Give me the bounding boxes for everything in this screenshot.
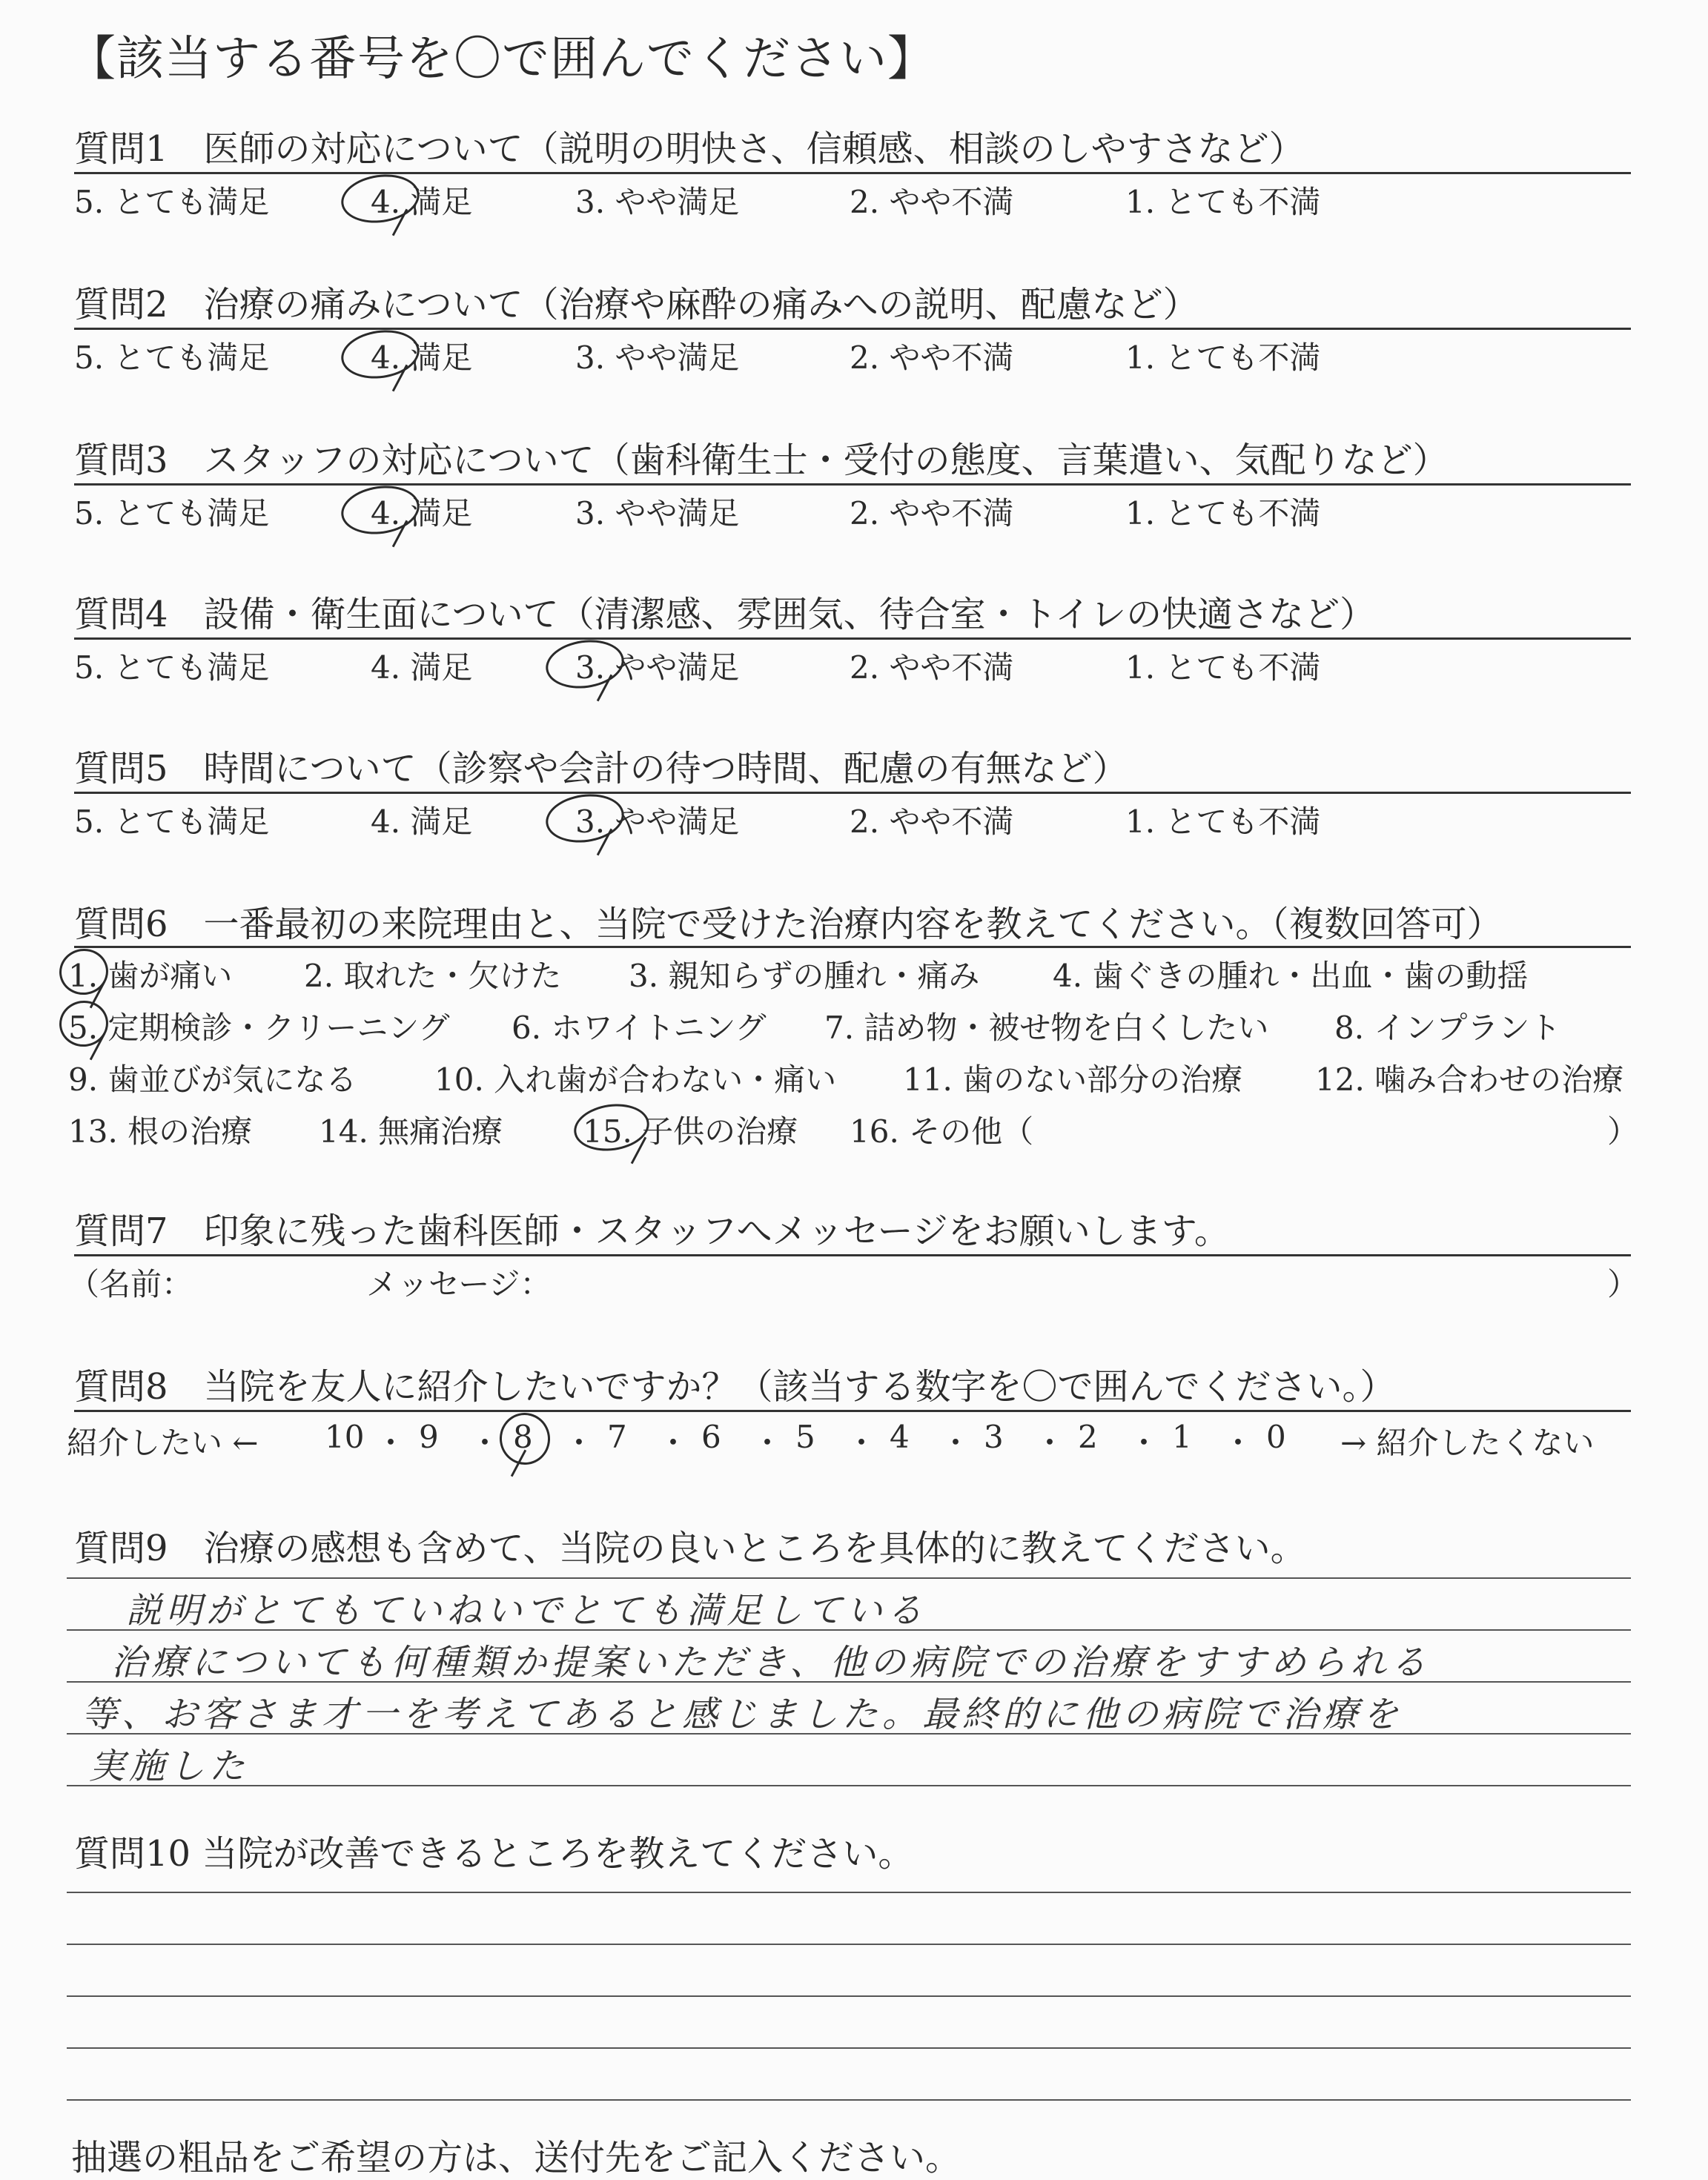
q1-title: 質問1 医師の対応について（説明の明快さ、信頼感、相談のしやすさなど）	[74, 128, 1305, 170]
q10-line-2	[67, 1944, 1631, 1945]
q7-message-label: メッセージ：	[366, 1266, 552, 1302]
q1-option-1[interactable]: 1. とても不満	[1125, 184, 1321, 220]
q2-option-2[interactable]: 2. やや不満	[850, 339, 1014, 376]
q3-option-3[interactable]: 3. やや満足	[575, 495, 740, 531]
q6-option[interactable]: 2. 取れた・欠けた	[304, 958, 562, 994]
q3-option-4[interactable]: 4. 満足	[371, 495, 473, 531]
q8-scale-value[interactable]: 6	[701, 1419, 721, 1455]
q5-option-3[interactable]: 3. やや満足	[575, 804, 740, 840]
q8-scale-separator: ・	[658, 1425, 689, 1461]
q6-title: 質問6 一番最初の来院理由と、当院で受けた治療内容を教えてください。（複数回答可）	[74, 904, 1503, 945]
q8-left-label: 紹介したい ←	[67, 1425, 259, 1461]
q9-title: 質問9 治療の感想も含めて、当院の良いところを具体的に教えてください。	[74, 1528, 1306, 1569]
q4-option-5[interactable]: 5. とても満足	[74, 649, 270, 686]
q2-rule	[74, 328, 1631, 330]
q5-option-1[interactable]: 1. とても不満	[1125, 804, 1321, 840]
q8-scale-separator: ・	[563, 1425, 595, 1461]
q6-rule	[74, 946, 1631, 948]
q6-option[interactable]: 3. 親知らずの腫れ・痛み	[629, 958, 980, 994]
q6-option[interactable]: 9. 歯並びが気になる	[68, 1061, 357, 1098]
q8-scale-value[interactable]: 7	[607, 1419, 627, 1455]
q8-scale-separator: ・	[1222, 1425, 1254, 1461]
q2-option-4[interactable]: 4. 満足	[371, 339, 473, 376]
q3-rule	[74, 483, 1631, 486]
q8-scale-separator: ・	[1128, 1425, 1160, 1461]
q10-line-1	[67, 1892, 1631, 1893]
q8-scale-separator: ・	[940, 1425, 972, 1461]
q8-selected-circle	[496, 1410, 553, 1468]
q6-option[interactable]: 6. ホワイトニング	[512, 1010, 767, 1046]
q5-option-2[interactable]: 2. やや不満	[850, 804, 1014, 840]
q7-rule	[74, 1254, 1631, 1256]
q6-option[interactable]: 1. 歯が痛い	[68, 958, 233, 994]
q8-rule	[74, 1410, 1631, 1412]
q5-rule	[74, 792, 1631, 794]
q8-scale-separator: ・	[1034, 1425, 1066, 1461]
q8-scale-value[interactable]: 1	[1172, 1419, 1192, 1455]
q4-title: 質問4 設備・衛生面について（清潔感、雰囲気、待合室・トイレの快適さなど）	[74, 594, 1376, 635]
q6-option[interactable]: 8. インプラント	[1334, 1010, 1561, 1046]
q6-option[interactable]: 7. 詰め物・被せ物を白くしたい	[824, 1010, 1269, 1046]
q7-title: 質問7 印象に残った歯科医師・スタッフへメッセージをお願いします。	[74, 1210, 1230, 1252]
q6-option[interactable]: 14. 無痛治療	[319, 1113, 503, 1150]
q4-option-3[interactable]: 3. やや満足	[575, 649, 740, 686]
q7-name-label: （名前：	[68, 1266, 193, 1302]
q7-close: ）	[1607, 1266, 1639, 1302]
form-header: 【該当する番号を〇で囲んでください】	[68, 32, 936, 87]
q1-option-4[interactable]: 4. 満足	[371, 184, 473, 220]
q8-scale-value[interactable]: 5	[795, 1419, 815, 1455]
q8-scale-value[interactable]: 3	[984, 1419, 1004, 1455]
q9-answer-line: 実施した	[89, 1746, 250, 1787]
q8-scale-separator: ・	[469, 1425, 501, 1461]
q5-option-5[interactable]: 5. とても満足	[74, 804, 270, 840]
q3-option-1[interactable]: 1. とても不満	[1125, 495, 1321, 531]
q6-option[interactable]: 5. 定期検診・クリーニング	[68, 1010, 450, 1046]
q3-title: 質問3 スタッフの対応について（歯科衛生士・受付の態度、言葉遣い、気配りなど）	[74, 440, 1449, 481]
q5-option-4[interactable]: 4. 満足	[371, 804, 473, 840]
q9-line-5	[67, 1785, 1631, 1786]
q3-option-5[interactable]: 5. とても満足	[74, 495, 270, 531]
q8-scale-separator: ・	[752, 1425, 784, 1461]
q8-scale-value[interactable]: 2	[1078, 1419, 1098, 1455]
q2-option-3[interactable]: 3. やや満足	[575, 339, 740, 376]
q6-option[interactable]: 11. 歯のない部分の治療	[903, 1061, 1243, 1098]
q8-title: 質問8 当院を友人に紹介したいですか？（該当する数字を〇で囲んでください。）	[74, 1366, 1396, 1408]
q6-option[interactable]: 13. 根の治療	[68, 1113, 253, 1150]
q4-option-2[interactable]: 2. やや不満	[850, 649, 1014, 686]
q2-option-1[interactable]: 1. とても不満	[1125, 339, 1321, 376]
q8-scale-value[interactable]: 0	[1266, 1419, 1286, 1455]
q4-rule	[74, 637, 1631, 640]
q9-line-1	[67, 1577, 1631, 1579]
q9-answer-line: 等、お客さま才一を考えてあると感じました。最終的に他の病院で治療を	[82, 1694, 1403, 1735]
q3-option-2[interactable]: 2. やや不満	[850, 495, 1014, 531]
q2-title: 質問2 治療の痛みについて（治療や麻酔の痛みへの説明、配慮など）	[74, 284, 1199, 325]
q6-option[interactable]: 12. 噛み合わせの治療	[1315, 1061, 1624, 1098]
q6-option[interactable]: 16. その他（	[850, 1113, 1034, 1150]
q1-option-2[interactable]: 2. やや不満	[850, 184, 1014, 220]
q8-scale-value[interactable]: 9	[419, 1419, 439, 1455]
q8-right-label: → 紹介したくない	[1340, 1425, 1595, 1461]
q1-option-5[interactable]: 5. とても満足	[74, 184, 270, 220]
q2-option-5[interactable]: 5. とても満足	[74, 339, 270, 376]
q6-option[interactable]: 15. 子供の治療	[583, 1113, 798, 1150]
q6-other-close: ）	[1607, 1113, 1639, 1150]
q8-scale-value[interactable]: 8	[513, 1419, 533, 1455]
q4-option-4[interactable]: 4. 満足	[371, 649, 473, 686]
footer-note: 抽選の粗品をご希望の方は、送付先をご記入ください。	[71, 2137, 961, 2179]
q10-title: 質問10 当院が改善できるところを教えてください。	[74, 1833, 914, 1875]
q8-scale-value[interactable]: 10	[325, 1419, 365, 1455]
q8-scale-separator: ・	[846, 1425, 878, 1461]
q8-scale-separator: ・	[375, 1425, 407, 1461]
q10-line-5	[67, 2099, 1631, 2101]
q1-option-3[interactable]: 3. やや満足	[575, 184, 740, 220]
q10-line-4	[67, 2047, 1631, 2049]
q5-title: 質問5 時間について（診察や会計の待つ時間、配慮の有無など）	[74, 748, 1128, 789]
q9-answer-line: 治療についても何種類か提案いただき、他の病院での治療をすすめられる	[111, 1642, 1431, 1683]
q4-option-1[interactable]: 1. とても不満	[1125, 649, 1321, 686]
q10-line-3	[67, 1995, 1631, 1997]
q6-option[interactable]: 4. 歯ぐきの腫れ・出血・歯の動揺	[1053, 958, 1529, 994]
q6-option[interactable]: 10. 入れ歯が合わない・痛い	[434, 1061, 837, 1098]
q8-scale-value[interactable]: 4	[890, 1419, 910, 1455]
q9-answer-line: 説明がとてもていねいでとても満足している	[126, 1590, 927, 1631]
q1-rule	[74, 172, 1631, 174]
